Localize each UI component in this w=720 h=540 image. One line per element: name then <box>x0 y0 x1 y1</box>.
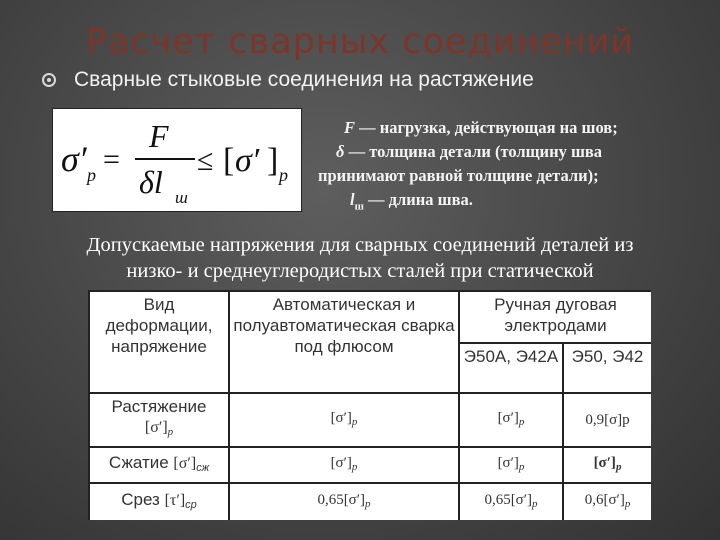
header-automatic: Автоматическая и полуавтоматическая сварка под флюсом <box>229 291 459 393</box>
legend-line-2: δ — толщина детали (толщину шва <box>336 142 603 161</box>
formula-sigma: σ′ <box>61 139 87 179</box>
cell-compression-e50: $[\sigma']_p$ <box>563 447 651 483</box>
legend-line-4: $l_ш$ — длина шва. <box>350 190 473 213</box>
table-row <box>89 483 651 520</box>
formula-numerator: F <box>149 118 169 154</box>
table-heading <box>0 232 720 284</box>
formula-bracket-close: ] <box>267 142 279 179</box>
formula-leq: ≤ <box>197 144 214 177</box>
header-manual: Ручная дуговая электродами <box>459 291 651 343</box>
row-label-compression: Сжатие [σ′]сж <box>89 447 229 483</box>
legend-line-3: принимают равной толщине детали); <box>318 166 599 185</box>
header-e50a: Э50А, Э42А <box>459 343 563 393</box>
header-deformation: Вид деформации, напряжение <box>89 291 229 393</box>
slide-title: Расчет сварных соединений <box>85 22 635 62</box>
cell-tension-auto: $[\sigma']_p$ <box>229 393 459 447</box>
cell-compression-auto: $[\sigma']_p$ <box>229 447 459 483</box>
formula-bracket-sub: p <box>279 165 288 185</box>
circle-bullet-icon <box>42 73 56 87</box>
cell-shear-e50: $0,6[\sigma']_p$ <box>563 483 651 520</box>
row-label-shear: Срез [τ′]ср <box>89 483 229 520</box>
bullet-text: Сварные стыковые соединения на растяжение <box>74 68 534 91</box>
formula-svg <box>53 109 301 211</box>
cell-tension-e50a: $[\sigma']_p$ <box>459 393 563 447</box>
formula-legend <box>310 116 720 218</box>
cell-shear-e50a: $0,65[\sigma']_p$ <box>459 483 563 520</box>
row-label-tension: Растяжение [σ′]p <box>89 393 229 447</box>
header-e50: Э50, Э42 <box>563 343 651 393</box>
stress-table-box <box>88 290 651 520</box>
legend-line-1: F — нагрузка, действующая на шов; <box>344 118 618 137</box>
cell-shear-auto: $0,65[\sigma']_p$ <box>229 483 459 520</box>
allowable-stress-table <box>88 290 651 520</box>
formula-sub-p: p <box>87 165 96 185</box>
bullet-item <box>42 66 534 94</box>
formula-bracket-sigma: σ′ <box>235 142 260 179</box>
formula-denominator: δl <box>139 164 163 200</box>
heading-line-2: низко- и среднеуглеродистых сталей при статической <box>126 260 594 282</box>
formula-equals: = <box>103 143 120 176</box>
formula-bracket-open: [ <box>223 142 235 179</box>
table-row <box>89 447 651 483</box>
cell-tension-e50: 0,9[σ]p <box>563 393 651 447</box>
formula-box <box>52 108 302 212</box>
heading-line-1: Допускаемые напряжения для сварных соединений деталей из <box>86 234 634 256</box>
formula-sub-sh: ш <box>175 188 188 207</box>
cell-compression-e50a: $[\sigma']_p$ <box>459 447 563 483</box>
table-row <box>89 393 651 447</box>
